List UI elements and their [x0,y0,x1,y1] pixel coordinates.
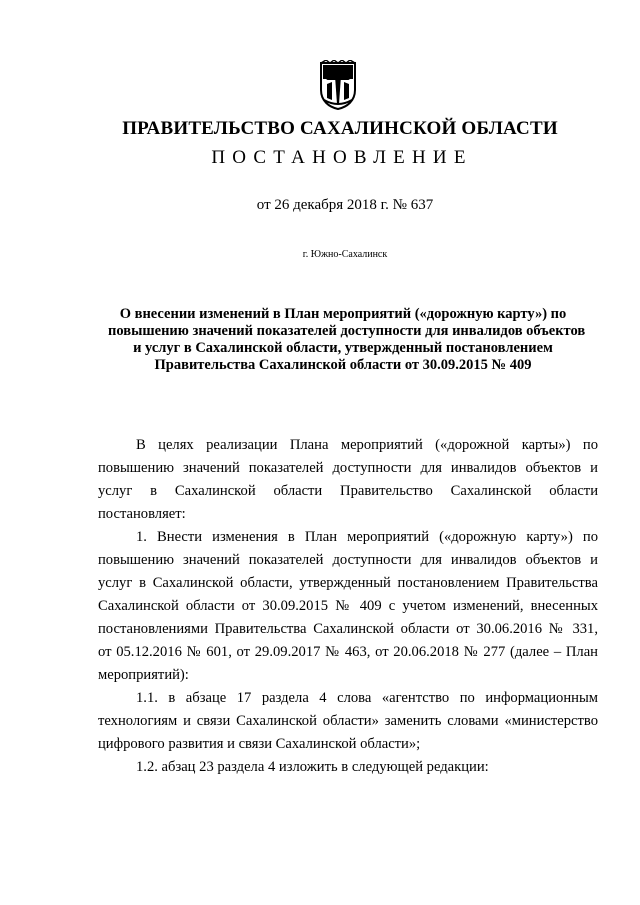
body-line: цифрового развития и связи Сахалинской области»; [98,736,421,752]
body-line: повышению значений показателей доступности для инвалидов объектов и [98,460,598,476]
paragraph-item-1 [98,526,598,687]
paragraph-preamble [98,434,598,526]
paragraph-item-1-2 [98,756,598,779]
body-line: услуг в Сахалинской области Правительство Сахалинской области [98,483,598,499]
organization-name: ПРАВИТЕЛЬСТВО САХАЛИНСКОЙ ОБЛАСТИ [122,118,558,139]
body-line: 1.2. абзац 23 раздела 4 изложить в следующей редакции: [136,759,489,775]
document-type: ПОСТАНОВЛЕНИЕ [211,147,473,168]
paragraph-item-1-1 [98,687,598,756]
body-line: мероприятий): [98,667,189,683]
body-line: В целях реализации Плана мероприятий («дорожной карты») по [136,437,598,453]
body-line: Сахалинской области от 30.09.2015 № 409 с учетом изменений, внесенных [98,598,598,614]
body-line: услуг в Сахалинской области, утвержденный постановлением Правительства [98,575,598,591]
body-line: повышению значений показателей доступности для инвалидов объектов и [98,552,598,568]
body-line: постановляет: [98,506,186,522]
document-city: г. Южно-Сахалинск [302,249,388,260]
body-line: 1.1. в абзаце 17 раздела 4 слова «агентство по информационным [136,690,598,706]
sakhalin-coat-of-arms-icon [318,60,358,110]
document-body [98,434,598,779]
title-line: О внесении изменений в План мероприятий («дорожную карту») по [119,306,567,322]
body-line: постановлениями Правительства Сахалинской области от 30.06.2016 № 331, [98,621,598,637]
document-date-number: от 26 декабря 2018 г. № 637 [256,197,434,213]
title-line: и услуг в Сахалинской области, утвержденный постановлением [133,340,553,356]
title-line: повышению значений показателей доступности для инвалидов объектов [108,323,586,339]
body-line: технологиям и связи Сахалинской области» заменить словами «министерство [98,713,598,729]
body-line: 1. Внести изменения в План мероприятий («дорожную карту») по [136,529,598,545]
title-line: Правительства Сахалинской области от 30.09.2015 № 409 [154,357,532,373]
document-title [108,306,586,374]
body-line: от 05.12.2016 № 601, от 29.09.2017 № 463, от 20.06.2018 № 277 (далее – План [98,644,598,660]
